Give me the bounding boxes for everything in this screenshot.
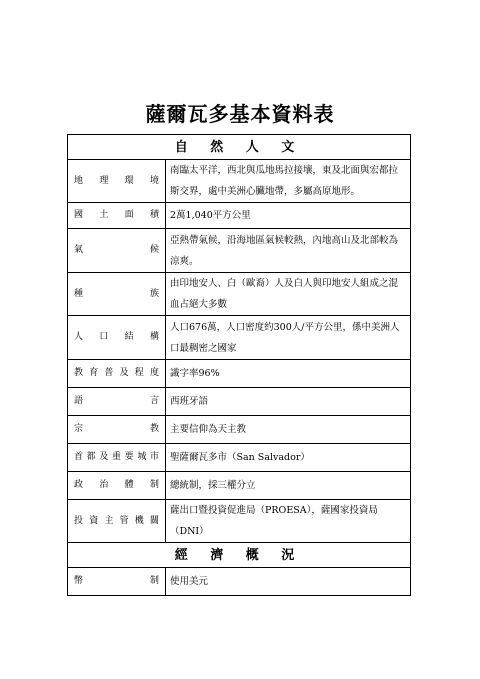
- row-value-political-system: 總統制，採三權分立: [166, 472, 411, 500]
- row-label-ethnicity: 種族: [68, 273, 166, 316]
- table-row: [68, 500, 411, 543]
- row-value-geography: 南臨太平洋，西北與瓜地馬拉接壤，東及北面與宏都拉斯交界，處中美洲心臟地帶，多屬高原地形。: [166, 160, 411, 203]
- section-title-nature: 自 然 人 文: [68, 135, 411, 160]
- table-row: [68, 229, 411, 273]
- row-label-climate: 氣候: [68, 229, 166, 273]
- row-value-climate: 亞熱帶氣候，沿海地區氣候較熱，內地高山及北部較為涼爽。: [166, 229, 411, 273]
- row-label-investment-authority: 投資主管機關: [68, 500, 166, 543]
- section-header-row: [68, 543, 411, 568]
- row-label-education: 教育普及程度: [68, 360, 166, 388]
- row-label-population: 人口結構: [68, 316, 166, 360]
- table-row: [68, 444, 411, 472]
- document-title: 薩爾瓦多基本資料表: [145, 102, 335, 126]
- row-value-education: 識字率96%: [166, 360, 411, 388]
- row-label-area: 國土面積: [68, 203, 166, 229]
- row-value-language: 西班牙語: [166, 388, 411, 416]
- row-label-currency: 幣制: [68, 568, 166, 596]
- row-label-religion: 宗教: [68, 416, 166, 444]
- table-row: [68, 160, 411, 203]
- row-label-capital: 首都及重要城市: [68, 444, 166, 472]
- section-title-economy: 經 濟 概 況: [68, 543, 411, 568]
- table-row: [68, 472, 411, 500]
- table-row: [68, 388, 411, 416]
- table-row: [68, 360, 411, 388]
- basic-info-table: [67, 134, 411, 596]
- row-value-currency: 使用美元: [166, 568, 411, 596]
- table-row: [68, 203, 411, 229]
- table-row: [68, 416, 411, 444]
- row-value-religion: 主要信仰為天主教: [166, 416, 411, 444]
- row-value-ethnicity: 由印地安人、白（歐裔）人及白人與印地安人組成之混血占絕大多數: [166, 273, 411, 316]
- row-label-geography: 地理環境: [68, 160, 166, 203]
- row-label-language: 語言: [68, 388, 166, 416]
- section-header-row: [68, 135, 411, 160]
- table-row: [68, 316, 411, 360]
- table-row: [68, 273, 411, 316]
- row-value-population: 人口676萬，人口密度約300人/平方公里，係中美洲人口最稠密之國家: [166, 316, 411, 360]
- row-value-investment-authority: 薩出口暨投資促進局（PROESA），薩國家投資局（DNI）: [166, 500, 411, 543]
- table-row: [68, 568, 411, 596]
- row-value-capital: 聖薩爾瓦多市（San Salvador）: [166, 444, 411, 472]
- row-label-political-system: 政治體制: [68, 472, 166, 500]
- row-value-area: 2萬1,040平方公里: [166, 203, 411, 229]
